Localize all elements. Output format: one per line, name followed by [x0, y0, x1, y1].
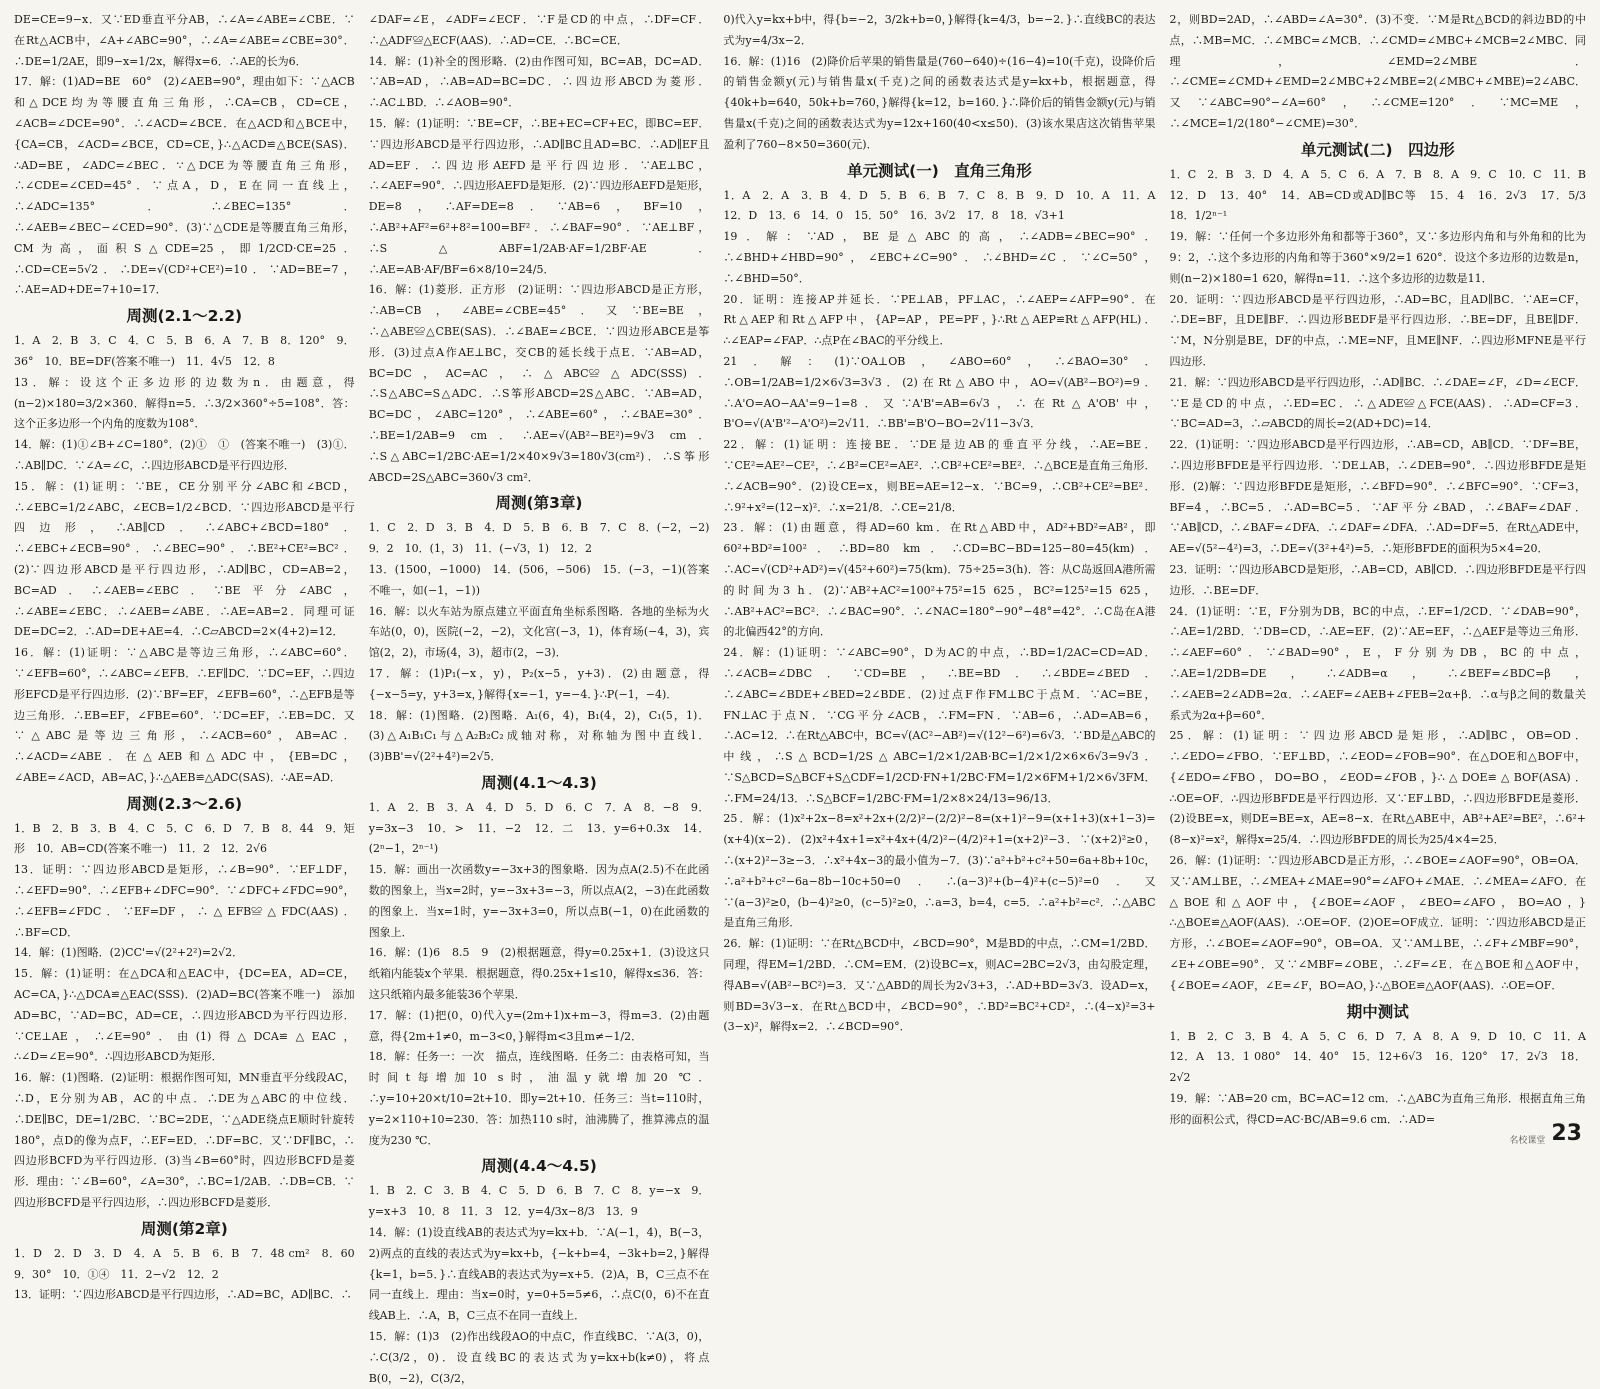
- section-heading: 期中测试: [1346, 1002, 1409, 1021]
- answer-paragraph: 1．B 2．B 3．B 4．C 5．C 6．D 7．B 8．44 9．矩形 10．AB=CD(答案不唯一) 11．2 12．2√6: [14, 821, 355, 856]
- answer-paragraph: 14．解：(1)设直线AB的表达式为y=kx+b．∵A(−1，4)，B(−3，2)两点的直线的表达式为y=kx+b，{−k+b=4，−3k+b=2，}解得{k=1，b=5．}∴直线AB的表达式为y=x+5．(2)A，B，C三点不在同一直线上．理由：当x=0时，y=0+5=5≠6，∴点C(0，6)不在直线AB上．∴A，B，C三点不在同一直线上．: [368, 1226, 710, 1323]
- answer-paragraph: 14．解：(1)补全的图形略．(2)由作图可知，BC=AB，DC=AD．∵AB=AD，∴AB=AD=BC=DC．∴四边形ABCD为菱形．∴AC⊥BD．∴∠AOB=90°．: [368, 54, 710, 110]
- answer-paragraph: 22．(1)证明：∵四边形ABCD是平行四边形，∴AB=CD，AB∥CD．∵DF=BE，∴四边形BFDE是平行四边形．∵DE⊥AB，∴∠DEB=90°．∴四边形BFDE是矩形．(2)解：∵四边形BFDE是矩形，∴∠BFD=90°．∴∠BFC=90°．∵CF=3，BF=4，∴BC=5．∴AD=BC=5．∵AF平分∠BAD，∴∠BAF=∠DAF．∵AB∥CD，∴∠BAF=∠DFA．∴∠DAF=∠DFA．∴AD=DF=5．在Rt△ADE中，AE=√(5²−4²)=3，∴DE=√(3²+4²)=5．∴矩形BFDE的面积为5×4=20．: [1169, 438, 1586, 556]
- answer-paragraph: 22．解：(1)证明：连接BE．∵DE是边AB的垂直平分线，∴AE=BE．∵CE²=AE²−CE²，∴∠B²=CE²=AE²．∴CB²+CE²=BE²．∴△BCE是直角三角形．∴∠ACB=90°．(2)设CE=x，则BE=AE=12−x．∵BC=9，∴CB²+CE²=BE²．∴9²+x²=(12−x)²．∴x=21/8．∴CE=21/8．: [723, 438, 1156, 514]
- answer-paragraph: 19．解：∵AB=20 cm，BC=AC=12 cm．∴△ABC为直角三角形．根据直角三角形的面积公式，得CD=AC·BC/AB=9.6 cm．∴AD=: [1169, 1092, 1586, 1126]
- answer-paragraph: 16．解：(1)6 8.5 9 (2)根据题意，得y=0.25x+1．(3)设这只纸箱内能装x个苹果．根据题意，得0.25x+1≤10，解得x≤36．答：这只纸箱内最多能装36个苹果．: [368, 946, 710, 1002]
- answer-paragraph: 19．解：∵任何一个多边形外角和都等于360°，又∵多边形内角和与外角和的比为9：2，∴这个多边形的内角和等于360°×9/2=1 620°．设这个多边形的边数是n，则(n−2)×180=1 620，解得n=11．∴这个多边形的边数是11．: [1169, 230, 1586, 285]
- answer-paragraph: 16．解：(1)菱形．正方形 (2)证明：∵四边形ABCD是正方形，∴AB=CB，∠ABE=∠CBE=45°．又∵BE=BE，∴△ABE≌△CBE(SAS)．∴∠BAE=∠BCE．∵四边形ABCE是筝形．(3)过点A作AE⊥BC，交CB的延长线于点E．∵AB=AD，BC=DC，AC=AC，∴△ABC≌△ADC(SSS)．∴S△ABC=S△ADC．∴S筝形ABCD=2S△ABC．∵AB=AD，BC=DC，∠ABC=120°，∴∠ABE=60°，∴∠BAE=30°．∴BE=1/2AB=9 cm．∴AE=√(AB²−BE²)=9√3 cm．∴S△ABC=1/2BC·AE=1/2×40×9√3=180√3(cm²)．∴S筝形ABCD=2S△ABC=360√3 cm²．: [368, 283, 710, 484]
- section-heading: 周测(第3章): [495, 494, 583, 513]
- answer-paragraph: DE=CE=9−x．又∵ED垂直平分AB，∴∠A=∠ABE=∠CBE．∵在Rt△ACB中，∠A+∠ABC=90°，∴∠A=∠ABE=∠CBE=30°．∴DE=1/2AE，即9−x=1/2x，解得x=6．∴AE的长为6．: [14, 13, 355, 68]
- answer-paragraph: 13．(1500，−1000) 14．(506，−506) 15．(−3，−1)(答案不唯一，如(−1，−1)): [368, 562, 710, 597]
- answer-paragraph: 16．解：(1)图略．(2)证明：根据作图可知，MN垂直平分线段AC，∴D，E分别为AB，AC的中点．∴DE为△ABC的中位线．∴DE∥BC，DE=1/2BC．∵BC=2DE，∵△ADE绕点E顺时针旋转180°，点D的像为点F，∴EF=ED．∴DF=BC．又∵DF∥BC，∴四边形BCFD为平行四边形．(3)当∠B=60°时，四边形BCFD是菱形．理由：∵∠B=60°，∠A=30°，∴BC=1/2AB．∴DB=CB．∵四边形BCFD是平行四边形，∴四边形BCFD是菱形．: [14, 1071, 355, 1210]
- answer-paragraph: 26．解：(1)证明：∵四边形ABCD是正方形，∴∠BOE=∠AOF=90°，OB=OA．又∵AM⊥BE，∴∠MEA+∠MAE=90°=∠AFO+∠MAE．∴∠MEA=∠AFO．在△BOE和△AOF中，{∠BOE=∠AOF，∠BEO=∠AFO，BO=AO，}∴△BOE≌△AOF(AAS)．∴OE=OF．(2)OE=OF成立．证明：∵四边形ABCD是正方形，∴∠BOE=∠AOF=90°，OB=OA．又∵AM⊥BE，∴∠F+∠MBF=90°，∠E+∠OBE=90°．又∵∠MBF=∠OBE，∴∠F=∠E．在△BOE和△AOF中，{∠BOE=∠AOF，∠E=∠F，BO=AO，}∴△BOE≌△AOF(AAS)．∴OE=OF．: [1169, 854, 1586, 992]
- answer-paragraph: 15．解：(1)证明：在△DCA和△EAC中，{DC=EA，AD=CE，AC=CA，}∴△DCA≌△EAC(SSS)．(2)AD=BC(答案不唯一) 添加AD=BC，∵AD=BC，AD=CE，∴四边形ABCD为平行四边形．∵CE⊥AE，∴∠E=90°．由(1)得△DCA≌△EAC，∴∠D=∠E=90°．∴四边形ABCD为矩形．: [14, 967, 355, 1064]
- answer-paragraph: 24．(1)证明：∵E，F分别为DB，BC的中点，∴EF=1/2CD．∵∠DAB=90°，∴AE=1/2BD．∵DB=CD，∴AE=EF．(2)∵AE=EF，∴△AEF是等边三角形．∴∠AEF=60°．∵∠BAD=90°，E，F分别为DB，BC的中点，∴AE=1/2DB=DE，∴∠ADB=α，∴∠BEF=∠BDC=β，∴∠AEB=2∠ADB=2α．∴∠AEF=∠AEB+∠FEB=2α+β．∴α与β之间的数量关系式为2α+β=60°．: [1169, 604, 1586, 722]
- section-heading: 单元测试(一) 直角三角形: [847, 161, 1032, 180]
- answer-paragraph: 1．A 2．B 3．C 4．C 5．B 6．A 7．B 8．120° 9．36° 10．BE=DF(答案不唯一) 11．4√5 12．8: [14, 334, 355, 368]
- column-1: [14, 10, 366, 1302]
- section-heading: 周测(2.1～2.2): [126, 307, 243, 326]
- column-4: [1169, 10, 1597, 1126]
- answer-paragraph: 1．C 2．B 3．D 4．A 5．C 6．A 7．B 8．A 9．C 10．C 11．B 12．D 13．40° 14．AB=CD或AD∥BC等 15．4 16．2√3 17．5/3 18．1/2ⁿ⁻¹: [1169, 167, 1597, 223]
- answer-paragraph: 13．证明：∵四边形ABCD是平行四边形，∴AD=BC，AD∥BC．∴: [14, 1288, 352, 1302]
- section-heading: 周测(2.3～2.6): [126, 794, 243, 813]
- answer-paragraph: 17．解：(1)AD=BE 60° (2)∠AEB=90°，理由如下：∵△ACB和△DCE均为等腰直角三角形，∴CA=CB，CD=CE，∠ACB=∠DCE=90°．∴∠ACD=∠BCE．在△ACD和△BCE中，{CA=CB，∠ACD=∠BCE，CD=CE，}∴△ACD≌△BCE(SAS)．∴AD=BE，∠ADC=∠BEC．∵△DCE为等腰直角三角形，∴∠CDE=∠CED=45°．∵点A，D，E在同一直线上，∴∠ADC=135°．∴∠BEC=135°．∴∠AEB=∠BEC−∠CED=90°．(3)∵△CDE是等腰直角三角形，CM为高，面积S△CDE=25，即1/2CD·CE=25．∴CD=CE=5√2．∴DE=√(CD²+CE²)=10．∵AD=BE=7，∴AE=AD+DE=7+10=17．: [14, 75, 355, 297]
- section-heading: 周测(4.4～4.5): [481, 1157, 597, 1176]
- answer-paragraph: 20．证明：∵四边形ABCD是平行四边形，∴AD=BC，且AD∥BC．∵AE=CF，∴DE=BF，且DE∥BF．∴四边形BEDF是平行四边形．∴BE=DF，且BE∥DF．∵M，N分别是BE，DF的中点，∴ME=NF，且ME∥NF．∴四边形MFNE是平行四边形．: [1169, 292, 1586, 368]
- answer-paragraph: 17．解：(1)把(0，0)代入y=(2m+1)x+m−3，得m=3．(2)由题意，得{2m+1≠0，m−3<0，}解得m<3且m≠−1/2．: [368, 1008, 710, 1043]
- section-heading: 周测(第2章): [140, 1219, 228, 1238]
- answer-paragraph: 23．证明：∵四边形ABCD是矩形，∴AB=CD，AB∥CD．∴四边形BFDE是平行四边形．∴BE=DF．: [1169, 562, 1586, 597]
- page-number: 23: [1551, 1121, 1582, 1146]
- answer-paragraph: 15．解：(1)3 (2)作出线段AO的中点C，作直线BC．∵A(3，0)，∴C(3/2，0)．设直线BC的表达式为y=kx+b(k≠0)，将点B(0，−2)，C(3/2，: [368, 1330, 710, 1385]
- answer-paragraph: 14．解：(1)图略．(2)CC'=√(2²+2²)=2√2．: [14, 946, 244, 960]
- answer-paragraph: 23．解：(1)由题意，得AD=60 km．在Rt△ABD中，AD²+BD²=AB²，即60²+BD²=100²．∴BD=80 km．∴CD=BC−BD=125−80=45(km)．∴AC=√(CD²+AD²)=√(45²+60²)=75(km)．75÷25=3(h)．答：从C岛返回A港所需的时间为3 h．(2)∵AB²+AC²=100²+75²=15 625，BC²=125²=15 625，∴AB²+AC²=BC²．∴∠BAC=90°．∴∠NAC=180°−90°−48°=42°．∴C岛在A港的北偏西42°的方向．: [723, 521, 1156, 639]
- section-heading: 单元测试(二) 四边形: [1300, 140, 1455, 159]
- section-heading: 周测(4.1～4.3): [481, 773, 597, 792]
- page-footer: [1509, 1121, 1582, 1146]
- answer-paragraph: 25．解：(1)x²+2x−8=x²+2x+(2/2)²−(2/2)²−8=(x+1)²−9=(x+1+3)(x+1−3)=(x+4)(x−2)．(2)x²+4x+1=x²+4x+(4/2)²−(4/2)²+1=(x+2)²−3．∵(x+2)²≥0，∴(x+2)²−3≥−3．∴x²+4x−3的最小值为−7．(3)∵a²+b²+c²+50=6a+8b+10c，∴a²+b²+c²−6a−8b−10c+50=0．∴(a−3)²+(b−4)²+(c−5)²=0．又∵(a−3)²≥0，(b−4)²≥0，(c−5)²≥0，∴a=3，b=4，c=5．∴a²+b²=c²．∴△ABC是直角三角形．: [723, 812, 1156, 930]
- answer-paragraph: 15．解：(1)证明：∵BE，CE分别平分∠ABC和∠BCD，∴∠EBC=1/2∠ABC，∠ECB=1/2∠BCD．∵四边形ABCD是平行四边形，∴AB∥CD．∴∠ABC+∠BCD=180°．∴∠EBC+∠ECB=90°．∴∠BEC=90°．∴BE²+CE²=BC²．(2)∵四边形ABCD是平行四边形，∴AD∥BC，CD=AB=2，BC=AD．∴∠AEB=∠EBC．∵BE平分∠ABC，∴∠ABE=∠EBC．∴∠AEB=∠ABE．∴AE=AB=2．同理可证DE=DC=2．∴AD=DE+AE=4．∴C▱ABCD=2×(4+2)=12．: [14, 479, 355, 639]
- answer-paragraph: 21．解：(1)∵OA⊥OB，∠ABO=60°，∴∠BAO=30°．∴OB=1/2AB=1/2×6√3=3√3．(2)在Rt△ABO中，AO=√(AB²−BO²)=9．∴A'O=AO−AA'=9−1=8．又∵A'B'=AB=6√3，∴在Rt△A'OB'中，B'O=√(A'B'²−A'O²)=2√11．∴BB'=B'O−BO=2√11−3√3．: [723, 354, 1156, 431]
- answer-paragraph: 2，则BD=2AD，∴∠ABD=∠A=30°．(3)不变．∵M是Rt△BCD的斜边BD的中点，∴MB=MC．∴∠MBC=∠MCB．∴∠CMD=∠MBC+∠MCB=2∠MBC．同理，∠EMD=2∠MBE．∴∠CME=∠CMD+∠EMD=2∠MBC+2∠MBE=2(∠MBC+∠MBE)=2∠ABC．又∵∠ABC=90°−∠A=60°，∴∠CME=120°．∵MC=ME，∴∠MCE=1/2(180°−∠CME)=30°．: [1169, 13, 1587, 130]
- answer-paragraph: 15．解：画出一次函数y=−3x+3的图象略．因为点A(2.5)不在此函数的图象上，当x=2时，y=−3x+3=−3，所以点A(2，−3)在此函数的图象上．当x=1时，y=−3x+3=0，所以点B(−1，0)在此函数的图象上．: [368, 863, 710, 939]
- column-2: [368, 10, 721, 1385]
- answer-paragraph: 25．解：(1)证明：∵四边形ABCD是矩形，∴AD∥BC，OB=OD．∴∠EDO=∠FBO．∵EF⊥BD，∴∠EOD=∠FOB=90°．在△DOE和△BOF中，{∠EDO=∠FBO，DO=BO，∠EOD=∠FOB，}∴△DOE≌△BOF(ASA)．∴OE=OF．∴四边形BFDE是平行四边形．又∵EF⊥BD，∴四边形BFDE是菱形．(2)设BE=x，则DE=BE=x，AE=8−x．在Rt△ABE中，AB²+AE²=BE²，∴6²+(8−x)²=x²，解得x=25/4．∴四边形BFDE的周长为25/4×4=25．: [1169, 729, 1586, 847]
- answer-paragraph: 24．解：(1)证明：∵∠ABC=90°，D为AC的中点，∴BD=1/2AC=CD=AD．∴∠ACB=∠DBC．∵CD=BE，∴BE=BD．∴∠BDE=∠BED．∴∠ABC=∠BDE+∠BED=2∠BDE．(2)过点F作FM⊥BC于点M．∵AC=BE，FN⊥AC于点N．∵CG平分∠ACB，∴FM=FN．∵AB=6，∴AD=AB=6，∴AC=12．∴在Rt△ABC中，BC=√(AC²−AB²)=√(12²−6²)=6√3．∵BD是△ABC的中线，∴S△BCD=1/2S△ABC=1/2×1/2AB·BC=1/2×1/2×6×6√3=9√3．∵S△BCD=S△BCF+S△CDF=1/2CD·FN+1/2BC·FM=1/2×6FM+1/2×6√3FM．∴FM=24/13．∴S△BCF=1/2BC·FM=1/2×8×24/13=96/13．: [723, 646, 1156, 805]
- answer-paragraph: 1．B 2．C 3．B 4．C 5．D 6．B 7．C 8．y=−x 9．y=x+3 10．8 11．3 12．y=4/3x−8/3 13．9: [368, 1184, 710, 1219]
- answer-paragraph: 16．解：(1)16 (2)降价后苹果的销售量是(760−640)÷(16−4)=10(千克)，设降价后的销售金额y(元)与销售量x(千克)之间的函数表达式是y=kx+b，根据题意，得{40k+b=640，50k+b=760，}解得{k=12，b=160．}∴降价后的销售金额y(元)与销售量x(千克)之间的函数表达式为y=12x+160(40<x≤50)．(3)该水果店这次销售苹果盈利了760−8×50=360(元)．: [723, 54, 1156, 151]
- brand-mark: 名校课堂: [1509, 1136, 1546, 1146]
- answer-paragraph: 1．A 2．B 3．A 4．D 5．D 6．C 7．A 8．−8 9．y=3x−3 10．> 11．−2 12．二 13．y=6+0.3x 14．(2ⁿ−1，2ⁿ⁻¹): [368, 800, 710, 856]
- answer-paragraph: 16．解：以火车站为原点建立平面直角坐标系图略．各地的坐标为火车站(0，0)，医院(−2，−2)，文化宫(−3，1)，体育场(−4，3)，宾馆(2，2)，市场(4，3)，超市(2，−3)．: [368, 604, 710, 660]
- answer-paragraph: 18．解：任务一：一次 描点，连线图略．任务二：由表格可知，当时间t每增加10 s时，油温y就增加20 ℃．∴y=10+20×t/10=2t+10．即y=2t+10．任务三：当t=110时，y=2×110+10=230．答：加热110 s时，油沸腾了，推算沸点的温度为230 ℃．: [368, 1050, 710, 1147]
- answer-paragraph: 1．B 2．C 3．B 4．A 5．C 6．D 7．A 8．A 9．D 10．C 11．A 12．A 13．1 080° 14．40° 15．12+6√3 16．120° 17．2√3 18．2√2: [1169, 1029, 1597, 1085]
- answer-paragraph: 26．解：(1)证明：∵在Rt△BCD中，∠BCD=90°，M是BD的中点，∴CM=1/2BD．同理，得EM=1/2BD．∴CM=EM．(2)设BC=x，则AC=2BC=2√3，由勾股定理，得AB=√(AB²−BC²)=3．又∵△ABD的周长为2√3+3，∴AD+BD=3√3．设AD=x，则BD=3√3−x．在Rt△BCD中，∠BCD=90°，∴BD²=BC²+CD²，∴(4−x)²=3+(3−x)²，解得x=2．∴∠BCD=90°．: [723, 937, 1156, 1034]
- answer-paragraph: 14．解：(1)①∠B+∠C=180°．(2)① ① (答案不唯一) (3)①．∴AB∥DC．∵∠A=∠C，∴四边形ABCD是平行四边形．: [14, 438, 355, 472]
- answer-paragraph: 19．解：∵AD，BE是△ABC的高，∴∠ADB=∠BEC=90°．∴∠BHD+∠HBD=90°，∠EBC+∠C=90°．∴∠BHD=∠C．∵∠C=50°，∴∠BHD=50°．: [723, 230, 1156, 285]
- answer-paragraph: 16．解：(1)证明：∵△ABC是等边三角形，∴∠ABC=60°．∵∠EFB=60°，∴∠ABC=∠EFB．∴EF∥DC．∵DC=EF，∴四边形EFCD是平行四边形．(2)∵BF=EF，∠EFB=60°，∴△EFB是等边三角形．∴EB=EF，∠FBE=60°．∵DC=EF，∴EB=DC．又∵△ABC是等边三角形，∴∠ACB=60°，AB=AC．∴∠ACD=∠ABE．在△AEB和△ADC中，{EB=DC，∠ABE=∠ACD，AB=AC，}∴△AEB≌△ADC(SAS)．∴AE=AD．: [14, 646, 355, 784]
- answer-paragraph: 1．A 2．A 3．B 4．D 5．B 6．B 7．C 8．B 9．D 10．A 11．A 12．D 13．6 14．0 15．50° 16．3√2 17．8 18．√3+1: [723, 188, 1167, 223]
- answer-paragraph: 13．证明：∵四边形ABCD是矩形，∴∠B=90°．∵EF⊥DF，∴∠EFD=90°．∴∠EFB+∠DFC=90°．∵∠DFC+∠FDC=90°，∴∠EFB=∠FDC．∵EF=DF，∴△EFB≌△FDC(AAS)．∴BF=CD．: [14, 863, 355, 939]
- answer-paragraph: 1．D 2．D 3．D 4．A 5．B 6．B 7．48 cm² 8．60 9．30° 10．①④ 11．2−√2 12．2: [14, 1246, 366, 1281]
- answer-paragraph: 0)代入y=kx+b中，得{b=−2，3/2k+b=0，}解得{k=4/3，b=−2．}∴直线BC的表达式为y=4/3x−2．: [723, 13, 1156, 47]
- answer-paragraph: 18．解：(1)图略．(2)图略．A₁(6，4)，B₁(4，2)，C₁(5，1)．(3)△A₁B₁C₁与△A₂B₂C₂成轴对称，对称轴为图中直线l．(3)BB'=√(2²+4²)=2√5．: [368, 708, 710, 764]
- answer-paragraph: 20．证明：连接AP并延长．∵PE⊥AB，PF⊥AC，∴∠AEP=∠AFP=90°．在Rt△AEP和Rt△AFP中，{AP=AP，PE=PF，}∴Rt△AEP≌Rt△AFP(HL)．∴∠EAP=∠FAP．∴点P在∠BAC的平分线上．: [723, 292, 1156, 348]
- answer-paragraph: ∠DAF=∠E，∠ADF=∠ECF．∵F是CD的中点，∴DF=CF．∴△ADF≌△ECF(AAS)．∴AD=CE．∴BC=CE．: [368, 13, 710, 47]
- answer-paragraph: 21．解：∵四边形ABCD是平行四边形，∴AD∥BC．∴∠DAE=∠F，∠D=∠ECF．∵E是CD的中点，∴ED=EC．∴△ADE≌△FCE(AAS)．∴AD=CF=3．∵BC=AD=3，∴▱ABCD的周长=2(AD+DC)=14．: [1169, 375, 1586, 431]
- answer-paragraph: 13．解：设这个正多边形的边数为n．由题意，得(n−2)×180=3/2×360．解得n=5．∴3/2×360°÷5=108°．答：这个正多边形一个内角的度数为108°．: [14, 375, 355, 431]
- answer-paragraph: 15．解：(1)证明：∵BE=CF，∴BE+EC=CF+EC，即BC=EF．∵四边形ABCD是平行四边形，∴AD∥BC且AD=BC．∴AD∥EF且AD=EF．∴四边形AEFD是平行四边形．∵AE⊥BC，∴∠AEF=90°．∴四边形AEFD是矩形．(2)∵四边形AEFD是矩形，DE=8，∴AF=DE=8．∵AB=6，BF=10，∴AB²+AF²=6²+8²=100=BF²．∴∠BAF=90°．∵AE⊥BF，∴S△ABF=1/2AB·AF=1/2BF·AE．∴AE=AB·AF/BF=6×8/10=24/5．: [368, 116, 710, 276]
- column-3: [723, 10, 1167, 1122]
- answer-paragraph: 17．解：(1)P₁(−x，y)，P₂(x−5，y+3)．(2)由题意，得{−x−5=y，y+3=x，}解得{x=−1，y=−4．}∴P(−1，−4)．: [368, 666, 710, 701]
- answer-paragraph: 1．C 2．D 3．B 4．D 5．B 6．B 7．C 8．(−2，−2) 9．2 10．(1，3) 11．(−√3，1) 12．2: [368, 521, 721, 556]
